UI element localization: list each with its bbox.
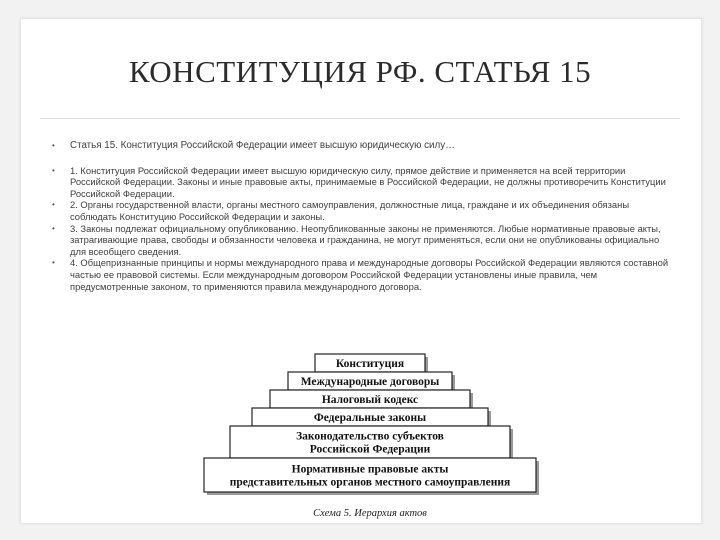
bullet-item	[52, 165, 672, 200]
slide-title: КОНСТИТУЦИЯ РФ. СТАТЬЯ 15	[128, 54, 592, 89]
bullet-dot-icon: •	[52, 165, 55, 175]
pyramid-level-label: Конституция	[335, 358, 405, 370]
pyramid-level-label: Международные договоры	[300, 376, 440, 388]
bullet-list	[52, 140, 672, 292]
bullet-text: 1. Конституция Российской Федерации имеет высшую юридическую силу, прямое действие и применяется на всей территории Российской Федерации. Законы и иные правовые акты, принимаемые в Российской Федерации, не должны противоречить Конституции Российской Федерации.	[70, 164, 666, 199]
hierarchy-pyramid-figure	[200, 350, 540, 528]
bullet-text: 4. Общепризнанные принципы и нормы международного права и международные договоры Российской Федерации являются составной частью ее правовой системы. Если международным договором Российской Федерации установлены иные правила, чем предусмотренные законом, то применяются правила международного договора.	[70, 257, 669, 292]
bullet-text: 2. Органы государственной власти, органы местного самоуправления, должностные лица, граждане и их объединения обязаны соблюдать Конституцию Российской Федерации и законы.	[70, 199, 630, 222]
pyramid-level-label: Законодательство субъектов	[296, 430, 444, 443]
bullet-item	[52, 223, 672, 258]
pyramid-level-label: Налоговый кодекс	[321, 394, 419, 406]
figure-caption: Схема 5. Иерархия актов	[313, 508, 427, 519]
bullet-item	[52, 140, 672, 152]
pyramid-level-label: Российской Федерации	[309, 443, 431, 456]
bullet-text: Статья 15. Конституция Российской Федерации имеет высшую юридическую силу…	[70, 140, 455, 151]
pyramid-level-label: Нормативные правовые акты	[291, 463, 449, 476]
pyramid-level-label: Федеральные законы	[313, 412, 427, 424]
bullet-dot-icon: •	[52, 141, 55, 150]
bullet-dot-icon: •	[52, 258, 55, 268]
bullet-dot-icon: •	[52, 200, 55, 210]
title-divider	[40, 118, 680, 119]
pyramid-level-label: представительных органов местного самоуправления	[229, 476, 511, 489]
pyramid-diagram	[200, 350, 540, 505]
bullet-text: 3. Законы подлежат официальному опубликованию. Неопубликованные законы не применяются. Любые нормативные правовые акты, затрагивающие права, свободы и обязанности человека и гражданина, не могут применяться, если они не опубликованы официально для всеобщего сведения.	[70, 222, 661, 257]
bullet-dot-icon: •	[52, 223, 55, 233]
bullet-item	[52, 199, 672, 222]
bullet-item	[52, 257, 672, 292]
